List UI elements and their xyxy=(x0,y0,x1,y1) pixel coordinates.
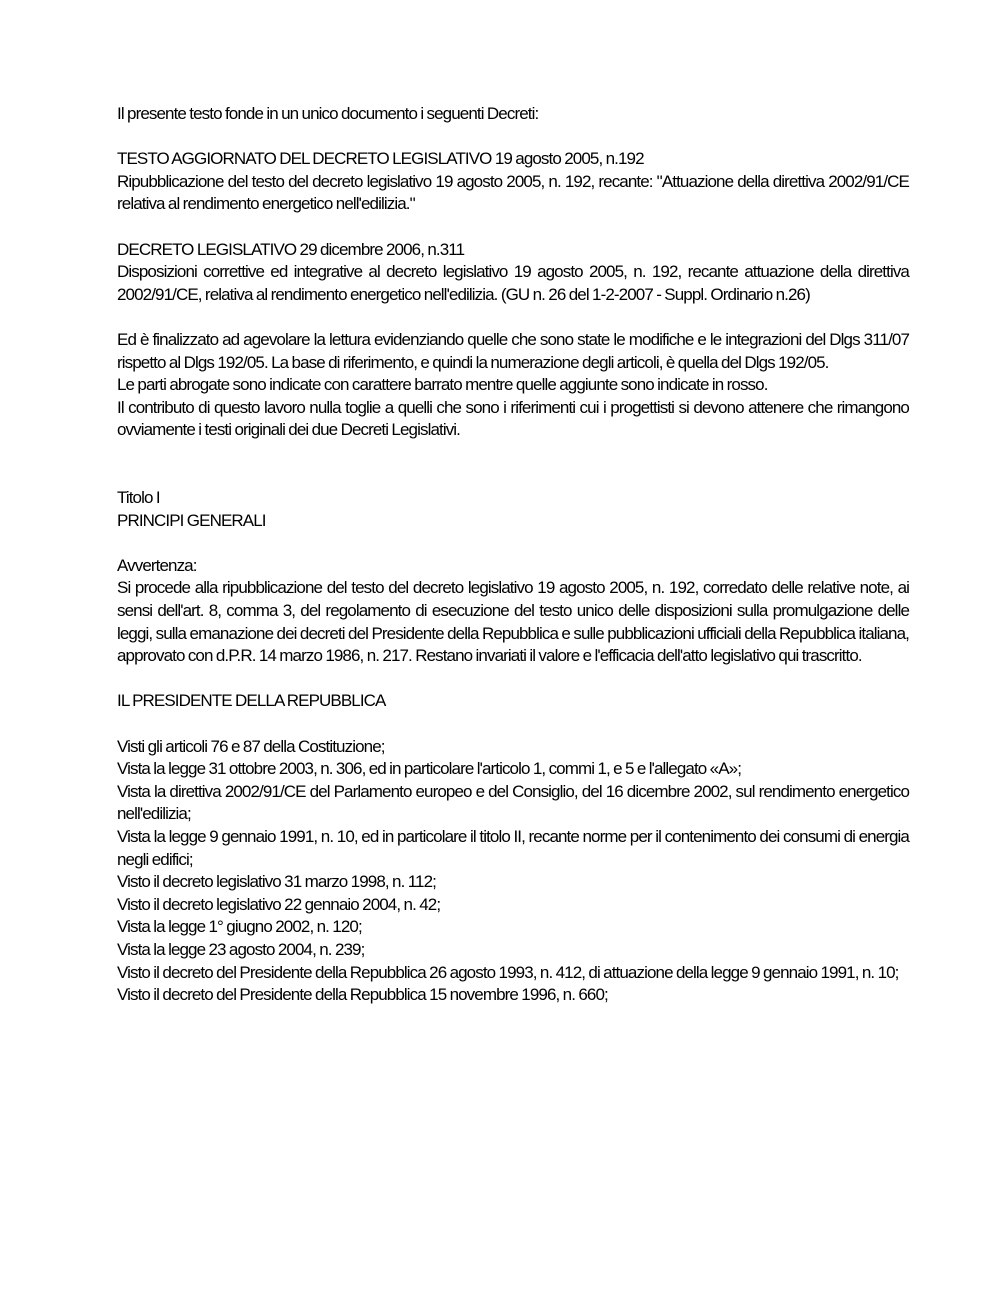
recital-item: Visto il decreto legislativo 22 gennaio 2004, n. 42; xyxy=(117,894,441,914)
spacer xyxy=(117,442,909,487)
title-number: Titolo I xyxy=(117,488,160,508)
spacer xyxy=(117,668,909,691)
recital-item: Vista la direttiva 2002/91/CE del Parlamento europeo e del Consiglio, del 16 dicembre 2002, sul rendimento energetico nell'edilizia; xyxy=(117,781,909,824)
disclaimer-paragraph: Il contributo di questo lavoro nulla toglie a quelli che sono i riferimenti cui i progettisti si devono attenere che rimangono ovviamente i testi originali dei due Decreti Legislativi. xyxy=(117,397,909,440)
document-page xyxy=(117,103,909,1007)
notation-paragraph: Le parti abrogate sono indicate con carattere barrato mentre quelle aggiunte sono indicate in rosso. xyxy=(117,375,768,395)
recital-item: Vista la legge 1° giugno 2002, n. 120; xyxy=(117,917,362,937)
decree2-heading: DECRETO LEGISLATIVO 29 dicembre 2006, n.311 xyxy=(117,239,465,259)
spacer xyxy=(117,126,909,149)
recital-item: Vista la legge 23 agosto 2004, n. 239; xyxy=(117,939,365,959)
decree1-heading: TESTO AGGIORNATO DEL DECRETO LEGISLATIVO 19 agosto 2005, n.192 xyxy=(117,149,644,169)
purpose-paragraph: Ed è finalizzato ad agevolare la lettura evidenziando quelle che sono state le modifiche e le integrazioni del Dlgs 311/07 rispetto al Dlgs 192/05. La base di riferimento, e quindi la numerazione degli articoli, è quella del Dlgs 192/05. xyxy=(117,329,909,372)
recital-item: Visti gli articoli 76 e 87 della Costituzione; xyxy=(117,736,385,756)
recitals-list xyxy=(117,736,909,1007)
decree1-text: Ripubblicazione del testo del decreto legislativo 19 agosto 2005, n. 192, recante: "Attuazione della direttiva 2002/91/CE relativa al rendimento energetico nell'edilizia." xyxy=(117,171,909,214)
intro-line: Il presente testo fonde in un unico documento i seguenti Decreti: xyxy=(117,104,539,123)
title-name: PRINCIPI GENERALI xyxy=(117,510,266,530)
decree2-text: Disposizioni correttive ed integrative al decreto legislativo 19 agosto 2005, n. 192, recante attuazione della direttiva 2002/91/CE, relativa al rendimento energetico nell'edilizia. (GU n. 26 del 1-2-2007 - Suppl. Ordinario n.26) xyxy=(117,262,909,304)
spacer xyxy=(117,713,909,736)
warning-label: Avvertenza: xyxy=(117,555,197,575)
recital-item: Vista la legge 9 gennaio 1991, n. 10, ed in particolare il titolo II, recante norme per il contenimento dei consumi di energia negli edifici; xyxy=(117,827,909,869)
president-heading: IL PRESIDENTE DELLA REPUBBLICA xyxy=(117,691,386,711)
recital-item: Vista la legge 31 ottobre 2003, n. 306, ed in particolare l'articolo 1, commi 1, e 5 e l'allegato «A»; xyxy=(117,759,742,779)
spacer xyxy=(117,306,909,329)
recital-item: Visto il decreto del Presidente della Repubblica 15 novembre 1996, n. 660; xyxy=(117,985,608,1005)
spacer xyxy=(117,532,909,555)
spacer xyxy=(117,216,909,239)
warning-text: Si procede alla ripubblicazione del testo del decreto legislativo 19 agosto 2005, n. 192, corredato delle relative note, ai sensi dell'art. 8, comma 3, del regolamento di esecuzione del testo unico delle disposizioni sulla promulgazione delle leggi, sulla emanazione dei decreti del Presidente della Repubblica e sulle pubblicazioni ufficiali della Repubblica italiana, approvato con d.P.R. 14 marzo 1986, n. 217. Restano invariati il valore e l'efficacia dell'atto legislativo qui trascritto. xyxy=(117,578,909,666)
recital-item: Visto il decreto del Presidente della Repubblica 26 agosto 1993, n. 412, di attuazione della legge 9 gennaio 1991, n. 10; xyxy=(117,962,899,982)
recital-item: Visto il decreto legislativo 31 marzo 1998, n. 112; xyxy=(117,872,436,892)
